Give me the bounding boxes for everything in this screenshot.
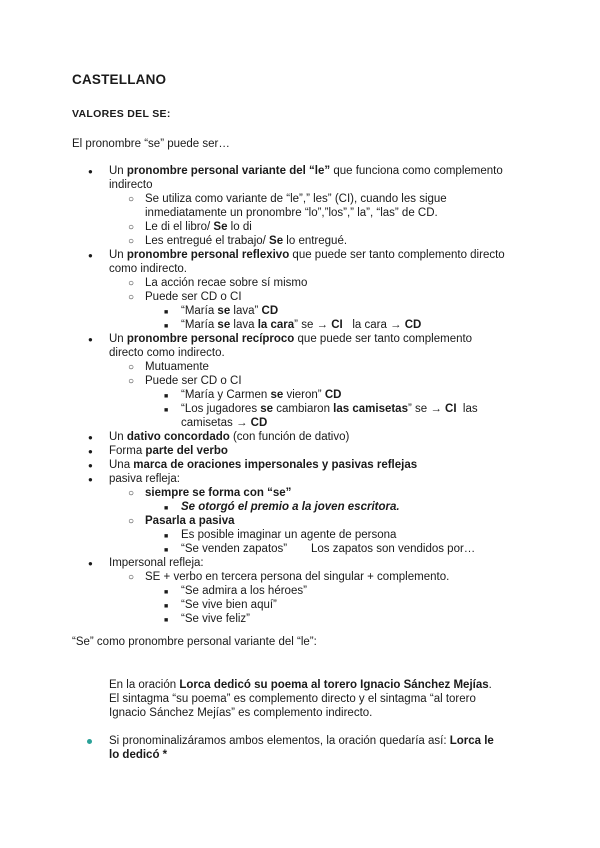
circle-bullet-icon [128, 374, 134, 389]
item-4: Un dativo concordado (con función de dativo) [109, 431, 350, 443]
item-1-sub-1-line-1: Se utiliza como variante de “le”,” les” (CI), cuando les sigue [145, 193, 447, 205]
bullet-icon [88, 332, 93, 347]
item-1-line-1: Un pronombre personal variante del “le” que funciona como complemento [109, 165, 503, 177]
bullet-icon [88, 458, 93, 473]
item-1-line-2: indirecto [109, 179, 153, 191]
circle-bullet-icon [128, 514, 134, 529]
item-8-example-2: “Se vive bien aquí” [181, 599, 277, 611]
item-2-sub-1: La acción recae sobre sí mismo [145, 277, 308, 289]
circle-bullet-icon [128, 192, 134, 207]
bullet-icon [88, 472, 93, 487]
page-title: CASTELLANO [72, 72, 167, 87]
section-2-paragraph-line-1: En la oración Lorca dedicó su poema al torero Ignacio Sánchez Mejías. [109, 679, 492, 691]
item-2-example-2: “María se lava la cara” se → CI la cara → CD [181, 319, 422, 331]
circle-bullet-icon [128, 220, 134, 235]
item-3-example-2-line-2: camisetas → CD [181, 417, 268, 429]
item-7-example-3a: “Se venden zapatos” [181, 543, 288, 555]
bullet-icon [88, 248, 93, 263]
circle-bullet-icon [128, 290, 134, 305]
teal-bullet-icon [87, 739, 92, 744]
section-2-paragraph-line-2: El sintagma “su poema” es complemento directo y el sintagma “al torero [109, 693, 476, 705]
item-8-sub-1: SE + verbo en tercera persona del singular + complemento. [145, 571, 450, 583]
item-8: Impersonal refleja: [109, 557, 204, 569]
item-3-example-2-line-1: “Los jugadores se cambiaron las camisetas” se → CI las [181, 403, 478, 415]
circle-bullet-icon [128, 486, 134, 501]
item-1-sub-1-line-2: inmediatamente un pronombre “lo”,”los”,” la”, “las” de CD. [145, 207, 438, 219]
circle-bullet-icon [128, 360, 134, 375]
circle-bullet-icon [128, 234, 134, 249]
square-bullet-icon [164, 402, 168, 418]
section-subtitle: VALORES DEL SE: [72, 108, 171, 120]
item-8-example-1: “Se admira a los héroes” [181, 585, 307, 597]
item-3-example-1: “María y Carmen se vieron” CD [181, 389, 342, 401]
circle-bullet-icon [128, 570, 134, 585]
bullet-icon [88, 430, 93, 445]
item-7-sub-1: siempre se forma con “se” [145, 487, 292, 499]
item-7-example-1: Se otorgó el premio a la joven escritora. [181, 501, 400, 513]
item-7: pasiva refleja: [109, 473, 180, 485]
bullet-icon [88, 164, 93, 179]
bullet-icon [88, 444, 93, 459]
section-2-heading: “Se” como pronombre personal variante del “le”: [72, 636, 317, 648]
item-3-line-1: Un pronombre personal recíproco que puede ser tanto complemento [109, 333, 473, 345]
item-3-sub-2: Puede ser CD o CI [145, 375, 242, 387]
square-bullet-icon [164, 612, 168, 628]
item-3-sub-1: Mutuamente [145, 361, 209, 373]
item-7-example-2: Es posible imaginar un agente de persona [181, 529, 397, 541]
item-2-example-1: “María se lava” CD [181, 305, 279, 317]
section-2-paragraph-line-3: Ignacio Sánchez Mejías” es complemento indirecto. [109, 707, 373, 719]
bullet-icon [88, 556, 93, 571]
intro-text: El pronombre “se” puede ser… [72, 138, 230, 150]
item-1-sub-2: Le di el libro/ Se lo di [145, 221, 252, 233]
item-6: Una marca de oraciones impersonales y pasivas reflejas [109, 459, 418, 471]
item-2-line-1: Un pronombre personal reflexivo que puede ser tanto complemento directo [109, 249, 505, 261]
item-7-sub-2: Pasarla a pasiva [145, 515, 235, 527]
item-3-line-2: directo como indirecto. [109, 347, 225, 359]
section-2-conclusion-line-1: Si pronominalizáramos ambos elementos, la oración quedaría así: Lorca le [109, 735, 494, 747]
item-2-sub-2: Puede ser CD o CI [145, 291, 242, 303]
item-5: Forma parte del verbo [109, 445, 228, 457]
item-8-example-3: “Se vive feliz” [181, 613, 251, 625]
item-2-line-2: como indirecto. [109, 263, 187, 275]
item-1-sub-3: Les entregué el trabajo/ Se lo entregué. [145, 235, 348, 247]
section-2-conclusion-line-2: lo dedicó * [109, 749, 168, 761]
item-7-example-3b: Los zapatos son vendidos por… [311, 543, 476, 555]
circle-bullet-icon [128, 276, 134, 291]
